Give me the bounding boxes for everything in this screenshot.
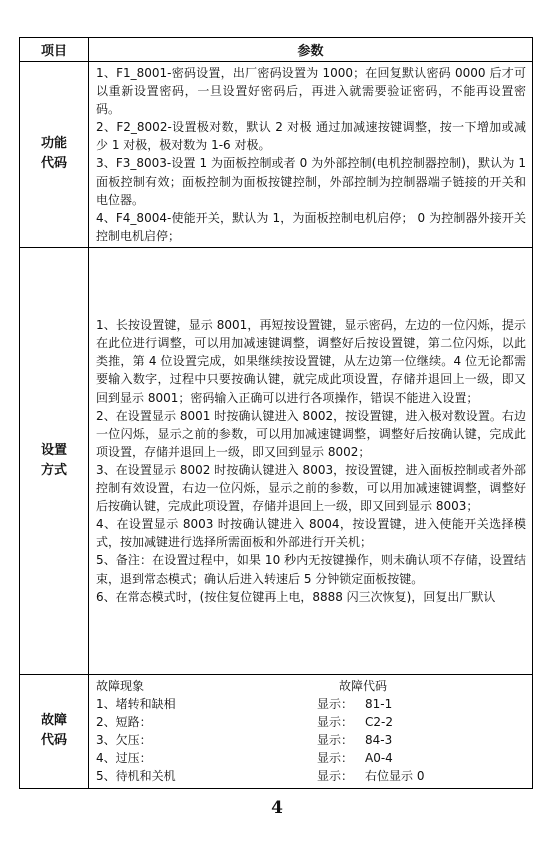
col-code: 故障代码 <box>339 678 388 693</box>
label-line: 功能 <box>40 136 67 152</box>
paragraph: 6、在常态模式时，(按住复位键再上电，8888 闪三次恢复)，回复出厂默认 <box>96 589 496 604</box>
fault-codes-row <box>20 674 533 788</box>
paragraph: 4、在设置显示 8003 时按确认键进入 8004，按设置键，进入使能开关选择模式，按加减键进行选择所需面板和外部进行开关机； <box>96 517 526 550</box>
paragraph: 5、备注：在设置过程中，如果 10 秒内无按键操作，则未确认项不存储，设置结束，退到常态模式；确认后进入转速后 5 分钟锁定面板按键。 <box>96 553 526 586</box>
display-label: 显示： <box>317 715 354 730</box>
fault-row <box>96 767 526 785</box>
fault-phenomenon: 1、堵转和缺相 <box>96 697 176 712</box>
paragraph: 3、在设置显示 8002 时按确认键进入 8003，按设置键，进入面板控制或者外部控制有效设置，右边一位闪烁，显示之前的参数，可以用加减速键调整，调整好后按确认键，完成此项设置，存储并退回上一级，即又回到显示 8003； <box>96 462 526 514</box>
label-line: 设置 <box>40 442 67 458</box>
function-codes-row <box>20 62 533 248</box>
paragraph: 1、长按设置键，显示 8001，再短按设置键，显示密码，左边的一位闪烁，提示在此位进行调整，可以用加减速键调整，调整好后按设置键，第二位闪烁，以此类推，第 4 位设置完成，如果继续按设置键，从左边第一位继续。4 位无论都需要输入数字，过程中只要按确认键，就完成此项设置，存储并退回上一级，即又回到显示 8001；密码输入正确可以进行各项操作，错误不能进入设置； <box>96 318 526 405</box>
table-header-row <box>20 38 533 62</box>
header-item: 项目 <box>20 38 89 62</box>
label-line: 代码 <box>40 733 67 749</box>
fault-codes-label <box>20 674 89 788</box>
fault-code: C2-2 <box>365 715 393 730</box>
function-codes-label <box>20 62 89 248</box>
paragraph: 1、F1_8001-密码设置，出厂密码设置为 1000；在回复默认密码 0000 后才可以重新设置密码，一旦设置好密码后，再进入就需要验证密码，不能再设置密码。 <box>96 66 526 117</box>
display-label: 显示： <box>317 769 354 784</box>
label-line: 故障 <box>40 713 67 729</box>
header-param: 参数 <box>89 38 533 62</box>
fault-row <box>96 713 526 731</box>
fault-code: 81-1 <box>365 697 393 712</box>
setting-method-label <box>20 247 89 674</box>
fault-row <box>96 731 526 749</box>
fault-row <box>96 695 526 713</box>
display-label: 显示： <box>317 751 354 766</box>
fault-phenomenon: 4、过压： <box>96 751 152 766</box>
fault-code: 右位显示 0 <box>365 769 425 784</box>
fault-phenomenon: 2、短路： <box>96 715 152 730</box>
col-phenomenon: 故障现象 <box>96 678 145 693</box>
paragraph: 2、F2_8002-设置极对数，默认 2 对极 通过加减速按键调整，按一下增加或减少 1 对极，极对数为 1-6 对极。 <box>96 120 526 153</box>
fault-row <box>96 749 526 767</box>
fault-code: A0-4 <box>365 751 393 766</box>
fault-phenomenon: 3、欠压： <box>96 733 152 748</box>
display-label: 显示： <box>317 733 354 748</box>
function-codes-content <box>89 62 533 248</box>
fault-codes-content <box>89 674 533 788</box>
paragraph: 3、F3_8003-设置 1 为面板控制或者 0 为外部控制(电机控制器控制)，默认为 1 面板控制有效；面板控制为面板按键控制，外部控制为控制器端子链接的开关和电位器。 <box>96 156 526 207</box>
display-label: 显示： <box>317 697 354 712</box>
paragraph: 2、在设置显示 8001 时按确认键进入 8002，按设置键，进入极对数设置。右边一位闪烁，显示之前的参数，可以用加减速键调整，调整好后按确认键，完成此项设置，存储并退回上一级，即又回到显示 8002； <box>96 408 526 459</box>
fault-code: 84-3 <box>365 733 393 748</box>
paragraph: 4、F4_8004-使能开关，默认为 1，为面板控制电机启停； 0 为控制器外接开关控制电机启停； <box>96 210 526 243</box>
fault-table-header <box>96 677 526 695</box>
parameter-table <box>19 37 533 789</box>
label-line: 方式 <box>40 462 67 478</box>
page-number: 4 <box>271 798 283 818</box>
fault-phenomenon: 5、待机和关机 <box>96 769 176 784</box>
setting-method-content <box>89 247 533 674</box>
label-line: 代码 <box>40 156 67 172</box>
setting-method-row <box>20 247 533 674</box>
